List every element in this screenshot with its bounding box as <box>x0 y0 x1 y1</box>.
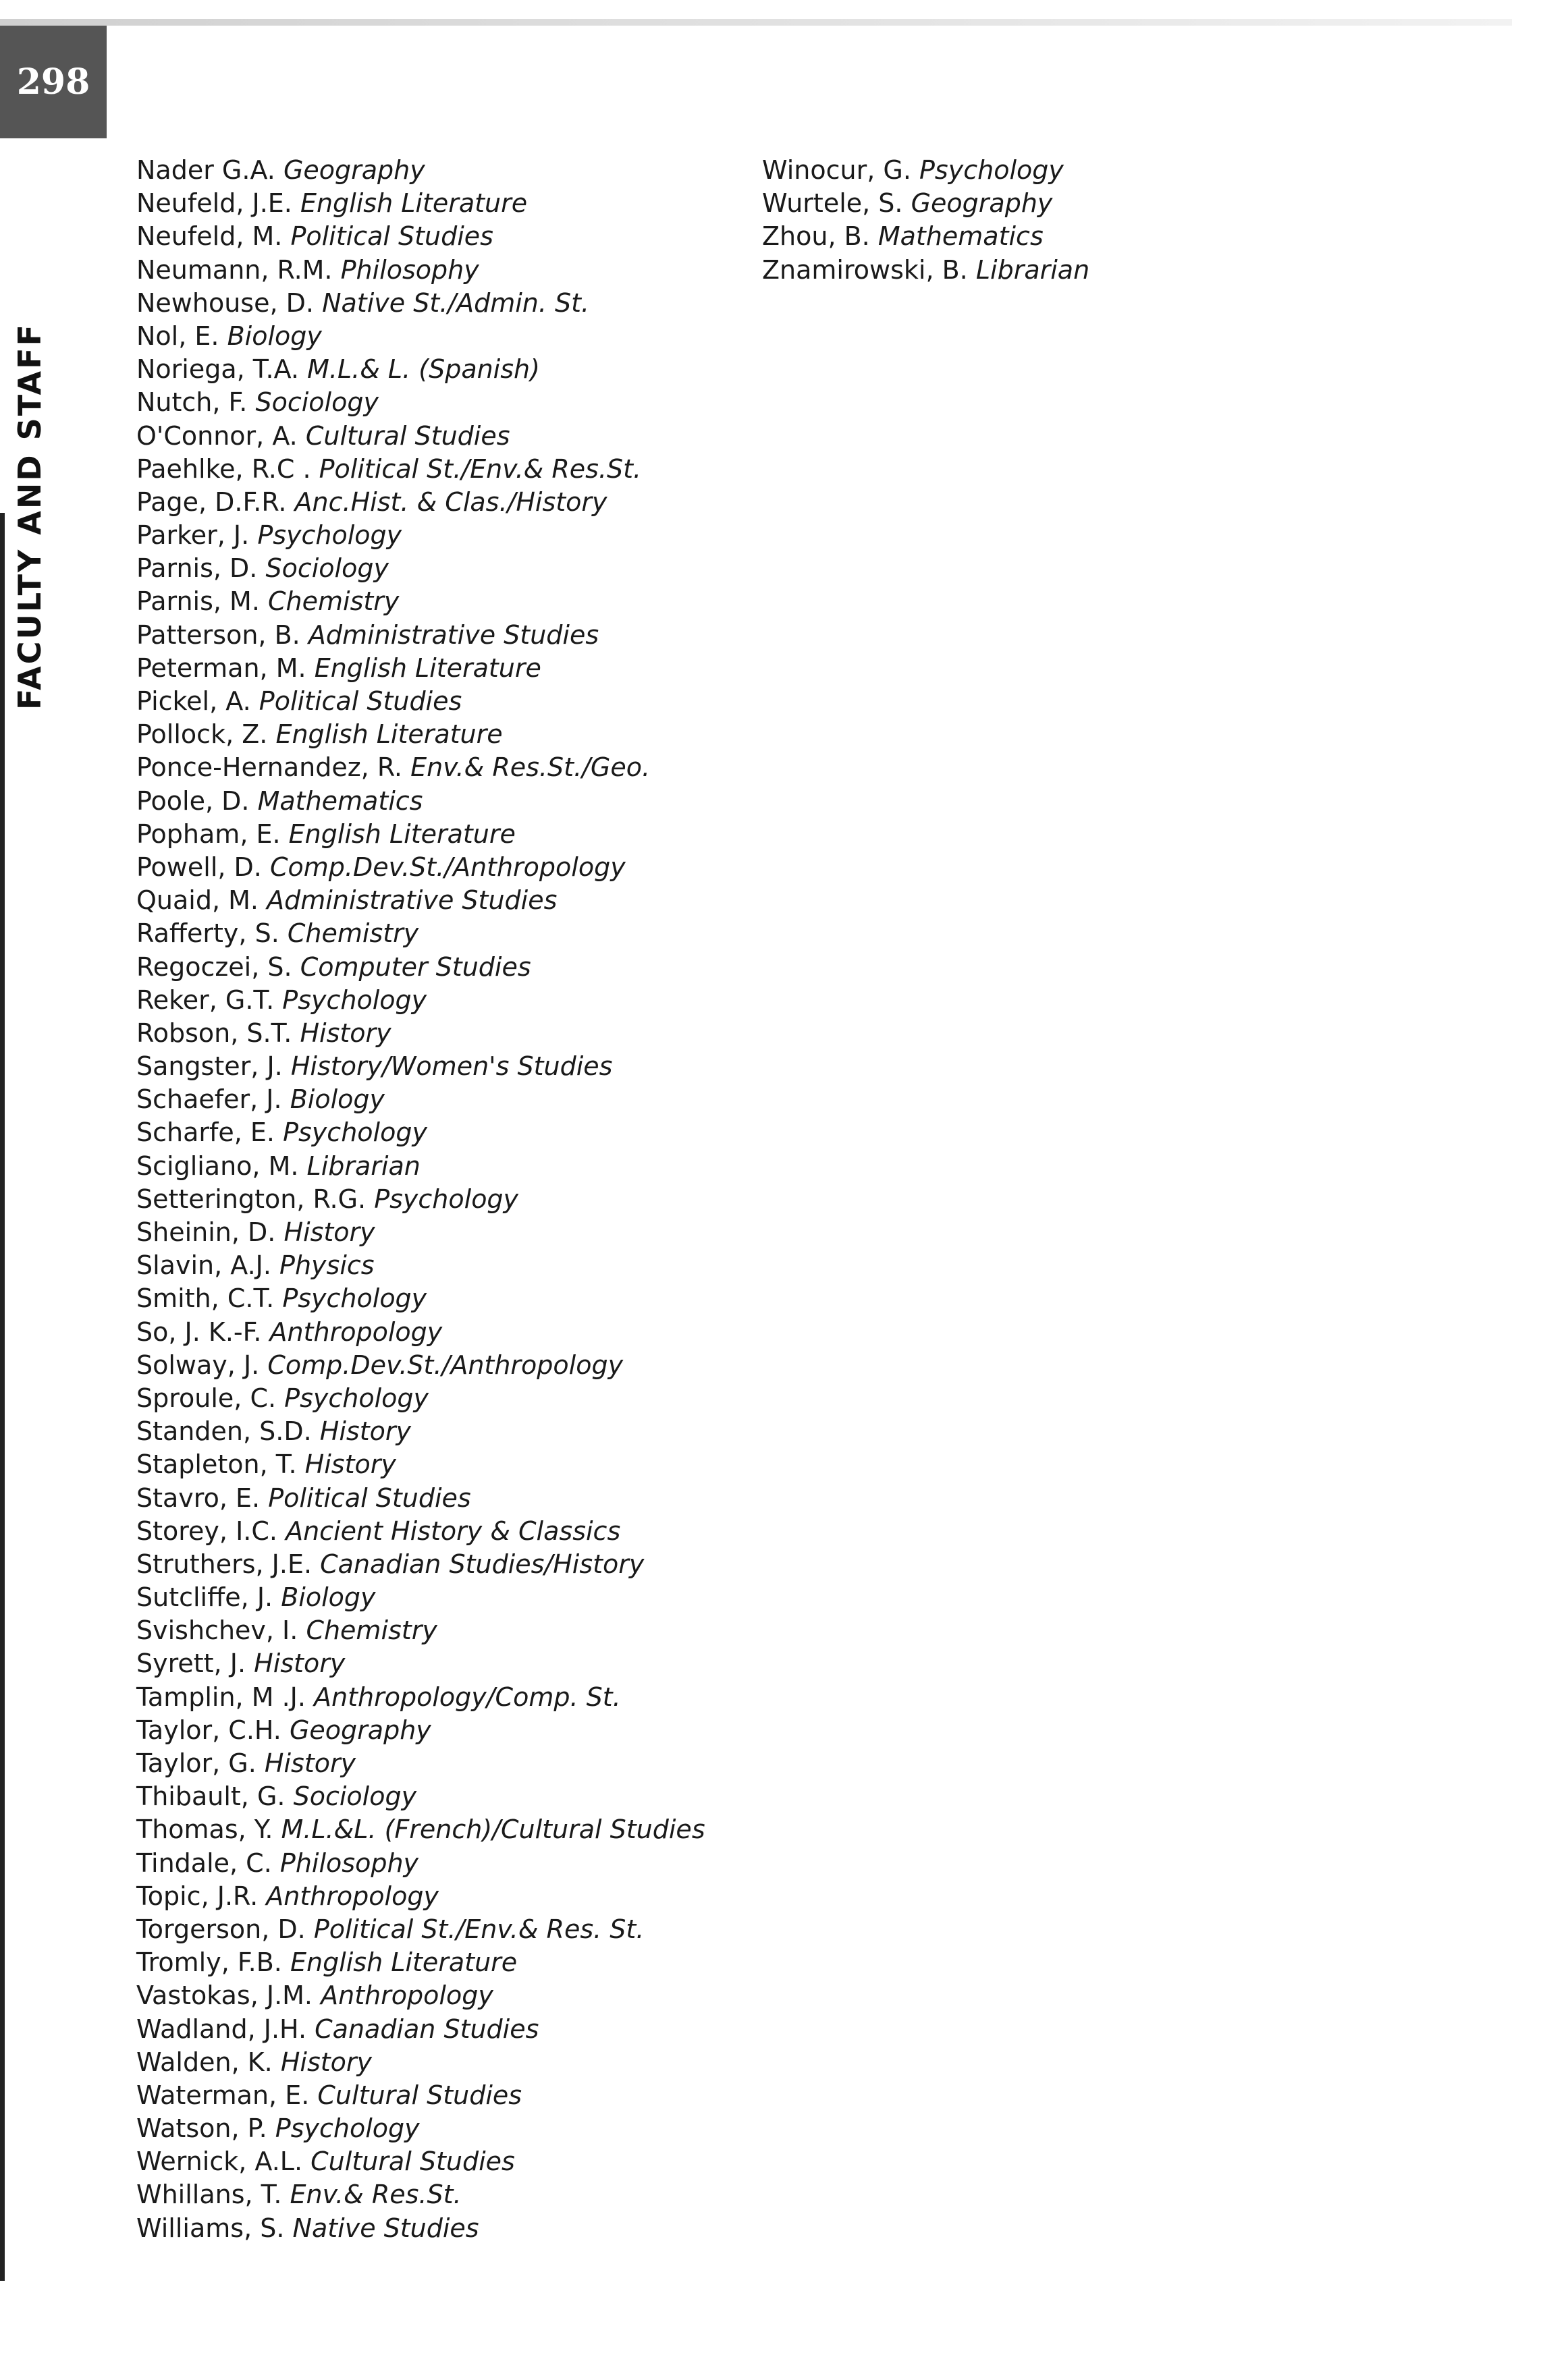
faculty-name: Noriega, T.A. <box>136 354 299 385</box>
directory-entry <box>136 1780 705 1813</box>
directory-entry <box>136 619 705 652</box>
directory-entry <box>136 386 705 419</box>
section-label: FACULTY AND STAFF <box>11 323 48 710</box>
faculty-name: Whillans, T. <box>136 2180 282 2210</box>
faculty-name: Patterson, B. <box>136 619 300 650</box>
faculty-department: History <box>304 1449 396 1480</box>
faculty-department: Psychology <box>284 1383 429 1413</box>
directory-entry <box>136 2145 705 2178</box>
directory-entry <box>136 1847 705 1880</box>
faculty-department: Computer Studies <box>300 951 531 982</box>
directory-entry <box>136 718 705 751</box>
faculty-name: Page, D.F.R. <box>136 487 287 517</box>
faculty-name: Robson, S.T. <box>136 1018 292 1048</box>
directory-entry <box>136 1083 705 1116</box>
faculty-name: Waterman, E. <box>136 2080 310 2110</box>
directory-entry <box>136 287 705 320</box>
faculty-name: Peterman, M. <box>136 653 306 683</box>
faculty-department: History <box>319 1416 411 1447</box>
directory-entry <box>136 1813 705 1846</box>
faculty-department: Anc.Hist. & Clas./History <box>294 487 607 517</box>
directory-entry <box>136 486 705 519</box>
faculty-name: Regoczei, S. <box>136 951 292 982</box>
faculty-name: Taylor, C.H. <box>136 1715 281 1745</box>
faculty-department: Cultural Studies <box>317 2080 522 2110</box>
directory-entry <box>136 1647 705 1680</box>
faculty-department: Psychology <box>275 2113 420 2144</box>
faculty-name: Nader G.A. <box>136 155 275 185</box>
faculty-department: Geography <box>283 155 425 185</box>
directory-entry <box>136 1880 705 1913</box>
directory-entry <box>136 1382 705 1415</box>
faculty-department: Geography <box>289 1715 431 1745</box>
faculty-department: Env.& Res.St. <box>290 2180 462 2210</box>
faculty-department: Administrative Studies <box>308 619 599 650</box>
directory-entry <box>136 818 705 851</box>
faculty-name: Tromly, F.B. <box>136 1947 282 1978</box>
directory-entry <box>136 1548 705 1581</box>
directory-entry <box>136 1216 705 1249</box>
faculty-name: Stavro, E. <box>136 1483 261 1513</box>
faculty-department: Political Studies <box>290 221 493 252</box>
faculty-name: Thibault, G. <box>136 1781 286 1812</box>
faculty-department: History <box>254 1649 346 1679</box>
faculty-name: Stapleton, T. <box>136 1449 297 1480</box>
faculty-department: Mathematics <box>257 785 423 816</box>
faculty-department: Biology <box>281 1582 376 1613</box>
faculty-name: Neumann, R.M. <box>136 254 333 285</box>
faculty-department: Anthropology/Comp. St. <box>314 1682 621 1712</box>
directory-entry <box>136 1150 705 1183</box>
faculty-department: Psychology <box>282 985 427 1015</box>
faculty-name: Storey, I.C. <box>136 1516 277 1546</box>
faculty-department: Psychology <box>374 1184 519 1214</box>
faculty-name: Poole, D. <box>136 785 250 816</box>
faculty-name: Quaid, M. <box>136 885 259 916</box>
directory-entry <box>136 2112 705 2145</box>
directory-entry <box>136 685 705 718</box>
faculty-name: Slavin, A.J. <box>136 1250 271 1281</box>
faculty-department: Ancient History & Classics <box>286 1516 621 1546</box>
directory-entry <box>136 751 705 784</box>
directory-entry <box>136 1913 705 1946</box>
directory-entry <box>136 519 705 552</box>
faculty-department: Librarian <box>975 254 1090 285</box>
directory-entry <box>136 1581 705 1614</box>
faculty-department: Native St./Admin. St. <box>322 287 590 318</box>
faculty-name: Parnis, M. <box>136 586 260 617</box>
directory-entry <box>136 1448 705 1481</box>
directory-entry <box>136 1946 705 1979</box>
faculty-department: Geography <box>911 188 1053 219</box>
faculty-department: Administrative Studies <box>267 885 558 916</box>
faculty-department: Comp.Dev.St./Anthropology <box>269 852 626 882</box>
faculty-name: Nol, E. <box>136 321 219 351</box>
faculty-name: Setterington, R.G. <box>136 1184 367 1214</box>
directory-entry <box>136 1316 705 1349</box>
directory-entry <box>136 453 705 486</box>
directory-entry <box>136 187 705 220</box>
directory-entry <box>136 2212 705 2245</box>
directory-entry <box>136 1614 705 1647</box>
faculty-name: Zhou, B. <box>762 221 870 252</box>
directory-entry <box>136 1515 705 1548</box>
faculty-name: Walden, K. <box>136 2047 273 2077</box>
faculty-name: Standen, S.D. <box>136 1416 312 1447</box>
faculty-name: Pollock, Z. <box>136 719 268 750</box>
faculty-department: Sociology <box>265 553 389 584</box>
faculty-department: Political Studies <box>259 686 462 716</box>
directory-entry <box>136 1714 705 1747</box>
directory-entry <box>136 254 705 287</box>
faculty-department: History <box>300 1018 391 1048</box>
faculty-department: Native Studies <box>292 2213 479 2243</box>
directory-entry <box>136 585 705 618</box>
faculty-name: So, J. K.-F. <box>136 1317 262 1347</box>
faculty-name: O'Connor, A. <box>136 420 298 451</box>
faculty-name: Parnis, D. <box>136 553 258 584</box>
directory-entry <box>136 2178 705 2211</box>
faculty-name: Wernick, A.L. <box>136 2147 303 2177</box>
faculty-name: Sheinin, D. <box>136 1217 276 1247</box>
faculty-department: Sociology <box>255 387 379 418</box>
faculty-department: Philosophy <box>340 254 479 285</box>
faculty-department: Chemistry <box>287 918 419 949</box>
faculty-department: Env.& Res.St./Geo. <box>410 752 651 783</box>
top-rule <box>0 19 1512 26</box>
directory-entry <box>136 353 705 386</box>
faculty-name: Solway, J. <box>136 1350 260 1380</box>
faculty-department: Political St./Env.& Res.St. <box>319 453 642 484</box>
faculty-department: M.L.& L. (Spanish) <box>307 354 540 385</box>
directory-entry <box>762 187 1089 220</box>
directory-entry <box>136 951 705 984</box>
directory-entry <box>136 154 705 187</box>
directory-entry <box>136 1017 705 1050</box>
faculty-name: Sutcliffe, J. <box>136 1582 273 1613</box>
faculty-department: Anthropology <box>269 1317 443 1347</box>
faculty-department: M.L.&L. (French)/Cultural Studies <box>281 1815 705 1845</box>
faculty-department: English Literature <box>300 188 528 219</box>
faculty-name: Powell, D. <box>136 852 262 882</box>
directory-entry <box>136 1681 705 1714</box>
faculty-department: Librarian <box>306 1151 421 1181</box>
faculty-name: Winocur, G. <box>762 155 911 185</box>
faculty-name: Taylor, G. <box>136 1748 256 1778</box>
faculty-department: Psychology <box>282 1283 427 1314</box>
faculty-name: Znamirowski, B. <box>762 254 968 285</box>
directory-entry <box>136 2013 705 2046</box>
faculty-name: Ponce-Hernandez, R. <box>136 752 402 783</box>
faculty-name: Scigliano, M. <box>136 1151 299 1181</box>
faculty-name: Watson, P. <box>136 2113 267 2144</box>
faculty-name: Sangster, J. <box>136 1051 283 1082</box>
faculty-department: Psychology <box>919 155 1064 185</box>
directory-entry <box>136 851 705 884</box>
directory-column-left <box>136 154 705 2245</box>
faculty-department: History <box>283 1217 375 1247</box>
faculty-department: Biology <box>290 1084 385 1115</box>
faculty-department: History <box>264 1748 356 1778</box>
faculty-name: Newhouse, D. <box>136 287 314 318</box>
faculty-department: Philosophy <box>279 1848 419 1878</box>
faculty-department: Psychology <box>283 1117 427 1148</box>
faculty-department: History <box>280 2047 373 2077</box>
faculty-name: Popham, E. <box>136 819 281 849</box>
directory-entry <box>136 1482 705 1515</box>
faculty-name: Nutch, F. <box>136 387 248 418</box>
directory-entry <box>136 320 705 353</box>
faculty-name: Tindale, C. <box>136 1848 272 1878</box>
faculty-department: Canadian Studies <box>315 2014 539 2044</box>
faculty-department: Cultural Studies <box>310 2147 515 2177</box>
directory-entry <box>136 1747 705 1780</box>
faculty-name: Neufeld, J.E. <box>136 188 292 219</box>
directory-entry <box>136 1050 705 1083</box>
directory-entry <box>762 254 1089 287</box>
directory-column-right <box>762 154 1089 287</box>
faculty-name: Wadland, J.H. <box>136 2014 307 2044</box>
faculty-name: Schaefer, J. <box>136 1084 282 1115</box>
faculty-name: Scharfe, E. <box>136 1117 275 1148</box>
faculty-department: History/Women's Studies <box>290 1051 613 1082</box>
faculty-name: Smith, C.T. <box>136 1283 275 1314</box>
directory-entry <box>136 1415 705 1448</box>
directory-entry <box>136 2079 705 2112</box>
faculty-department: Canadian Studies/History <box>320 1549 645 1579</box>
faculty-department: Anthropology <box>321 1981 493 2011</box>
faculty-department: Mathematics <box>877 221 1044 252</box>
directory-entry <box>136 652 705 685</box>
faculty-name: Sproule, C. <box>136 1383 277 1413</box>
faculty-name: Syrett, J. <box>136 1649 246 1679</box>
faculty-name: Tamplin, M .J. <box>136 1682 306 1712</box>
faculty-department: English Literature <box>275 719 503 750</box>
faculty-name: Vastokas, J.M. <box>136 1981 313 2011</box>
directory-entry <box>136 1979 705 2012</box>
faculty-department: Anthropology <box>266 1881 439 1911</box>
directory-entry <box>136 984 705 1017</box>
faculty-name: Svishchev, I. <box>136 1615 298 1646</box>
directory-entry <box>136 220 705 253</box>
faculty-department: English Literature <box>288 819 516 849</box>
directory-entry <box>762 220 1089 253</box>
directory-entry <box>136 2046 705 2079</box>
faculty-department: Comp.Dev.St./Anthropology <box>267 1350 624 1380</box>
faculty-name: Thomas, Y. <box>136 1815 273 1845</box>
left-margin-rule <box>0 513 5 2281</box>
directory-entry <box>136 420 705 453</box>
faculty-department: English Literature <box>290 1947 518 1978</box>
directory-entry <box>136 1183 705 1216</box>
faculty-name: Pickel, A. <box>136 686 251 716</box>
directory-entry <box>136 884 705 917</box>
faculty-department: English Literature <box>314 653 541 683</box>
page-number-tab <box>0 26 107 138</box>
directory-entry <box>136 552 705 585</box>
faculty-name: Neufeld, M. <box>136 221 283 252</box>
directory-entry <box>762 154 1089 187</box>
faculty-name: Torgerson, D. <box>136 1914 306 1944</box>
faculty-name: Reker, G.T. <box>136 985 275 1015</box>
faculty-name: Parker, J. <box>136 520 250 551</box>
directory-entry <box>136 1249 705 1282</box>
faculty-name: Wurtele, S. <box>762 188 903 219</box>
directory-entry <box>136 785 705 818</box>
faculty-department: Chemistry <box>268 586 400 617</box>
faculty-department: Biology <box>227 321 322 351</box>
faculty-name: Rafferty, S. <box>136 918 279 949</box>
faculty-department: Sociology <box>293 1781 417 1812</box>
directory-entry <box>136 1282 705 1315</box>
directory-entry <box>136 1116 705 1149</box>
faculty-name: Topic, J.R. <box>136 1881 259 1911</box>
faculty-name: Williams, S. <box>136 2213 285 2243</box>
directory-entry <box>136 917 705 950</box>
faculty-department: Political St./Env.& Res. St. <box>313 1914 645 1944</box>
faculty-name: Paehlke, R.C . <box>136 453 311 484</box>
directory-entry <box>136 1349 705 1382</box>
faculty-name: Struthers, J.E. <box>136 1549 313 1579</box>
faculty-department: Psychology <box>257 520 402 551</box>
faculty-department: Physics <box>279 1250 375 1281</box>
faculty-department: Chemistry <box>306 1615 437 1646</box>
faculty-department: Political Studies <box>268 1483 471 1513</box>
page-number: 298 <box>16 61 90 103</box>
faculty-department: Cultural Studies <box>305 420 510 451</box>
